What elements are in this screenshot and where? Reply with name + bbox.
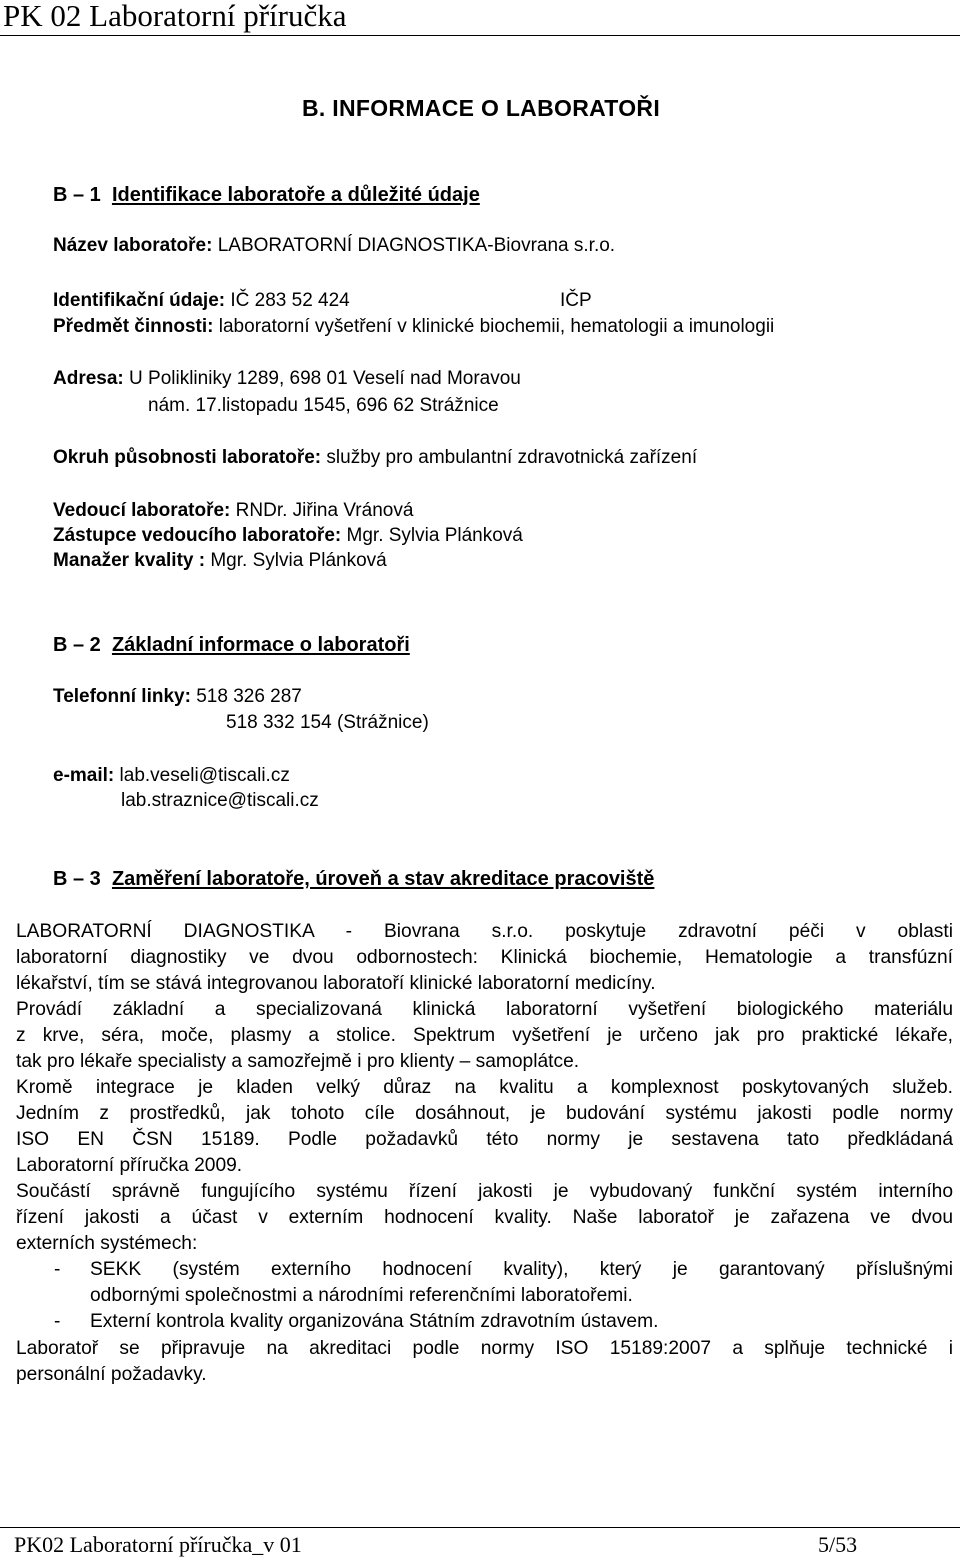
quality-label: Manažer kvality : <box>53 550 206 571</box>
b3-line-3: lékařství, tím se stává integrovanou laboratoří klinické laboratorní medicíny. <box>16 973 656 994</box>
b3-line-10: Laboratorní příručka 2009. <box>16 1155 243 1176</box>
bullet-1-line-1: SEKK (systém externího hodnocení kvality), který je garantovaný příslušnými <box>90 1259 953 1280</box>
lab-name-row <box>53 235 615 257</box>
b3-line-8: Jedním z prostředků, jak tohoto cíle dosáhnout, je budování systému jakosti podle normy <box>16 1103 953 1124</box>
lab-name-value: LABORATORNÍ DIAGNOSTIKA-Biovrana s.r.o. <box>217 235 616 256</box>
b2-heading-text: Základní informace o laboratoři <box>111 634 410 656</box>
phone-1: 518 326 287 <box>196 686 302 707</box>
phone-label: Telefonní linky: <box>53 686 191 707</box>
address-line-1: U Polikliniky 1289, 698 01 Veselí nad Moravou <box>129 368 521 389</box>
phone-row <box>53 686 302 708</box>
b3-line-2: laboratorní diagnostiky ve dvou odbornostech: Klinická biochemie, Hematologie a transfúzní <box>16 947 953 968</box>
scope-label: Okruh působnosti laboratoře: <box>53 447 322 468</box>
b1-heading-number: B – 1 <box>53 184 101 206</box>
b3-line-1: LABORATORNÍ DIAGNOSTIKA - Biovrana s.r.o. poskytuje zdravotní péči v oblasti <box>16 921 953 942</box>
address-row <box>53 368 521 390</box>
closing-line-2: personální požadavky. <box>16 1364 207 1385</box>
subject-label: Předmět činnosti: <box>53 316 214 337</box>
header-title: PK 02 Laboratorní příručka <box>3 0 347 33</box>
footer-page-number: 5/53 <box>818 1532 858 1557</box>
address-line-2: nám. 17.listopadu 1545, 696 62 Strážnice <box>148 395 499 416</box>
b3-line-4: Provádí základní a specializovaná klinická laboratorní vyšetření biologického materiálu <box>16 999 953 1020</box>
email-2: lab.straznice@tiscali.cz <box>121 790 319 811</box>
deputy-label: Zástupce vedoucího laboratoře: <box>53 525 342 546</box>
bullet-1-line-2: odbornými společnostmi a národními referenčními laboratořemi. <box>90 1285 633 1306</box>
closing-line-1: Laboratoř se připravuje na akreditaci podle normy ISO 15189:2007 a splňuje technické i <box>16 1338 953 1359</box>
page-header <box>0 0 960 36</box>
b3-line-13: externích systémech: <box>16 1233 198 1254</box>
b3-line-7: Kromě integrace je kladen velký důraz na kvalitu a komplexnost poskytovaných služeb. <box>16 1077 953 1098</box>
section-title: B. INFORMACE O LABORATOŘI <box>302 95 661 121</box>
subject-value: laboratorní vyšetření v klinické biochemii, hematologii a imunologii <box>218 316 775 337</box>
bullet-2-mark: - <box>54 1311 61 1332</box>
b3-line-12: řízení jakosti a účast v externím hodnocení kvality. Naše laboratoř je zařazena ve dvou <box>16 1207 953 1228</box>
deputy-value: Mgr. Sylvia Plánková <box>346 525 523 546</box>
email-label: e-mail: <box>53 765 115 786</box>
quality-row <box>53 550 387 572</box>
icp-label: IČP <box>560 290 592 311</box>
footer-document-name: PK02 Laboratorní příručka_v 01 <box>14 1532 302 1557</box>
b2-heading <box>53 634 410 656</box>
id-row <box>53 290 350 312</box>
head-label: Vedoucí laboratoře: <box>53 500 231 521</box>
head-row <box>53 500 413 522</box>
scope-value: služby pro ambulantní zdravotnická zařízení <box>326 447 698 468</box>
b3-line-6: tak pro lékaře specialisty a samozřejmě i pro klienty – samoplátce. <box>16 1051 580 1072</box>
bullet-2-text: Externí kontrola kvality organizována Státním zdravotním ústavem. <box>90 1311 659 1332</box>
b1-heading <box>53 184 480 206</box>
b3-heading-number: B – 3 <box>53 868 101 890</box>
page-footer <box>0 1527 960 1560</box>
bullet-1-mark: - <box>54 1259 61 1280</box>
phone-2: 518 332 154 (Strážnice) <box>226 712 429 733</box>
b2-heading-number: B – 2 <box>53 634 101 656</box>
scope-row <box>53 447 697 469</box>
email-row <box>53 765 290 787</box>
quality-value: Mgr. Sylvia Plánková <box>210 550 387 571</box>
id-value: IČ 283 52 424 <box>230 290 350 311</box>
subject-row <box>53 316 774 338</box>
email-1: lab.veseli@tiscali.cz <box>119 765 290 786</box>
lab-name-label: Název laboratoře: <box>53 235 213 256</box>
b3-heading-text: Zaměření laboratoře, úroveň a stav akreditace pracoviště <box>111 868 655 890</box>
b3-heading <box>53 868 654 890</box>
id-label: Identifikační údaje: <box>53 290 226 311</box>
address-label: Adresa: <box>53 368 124 389</box>
b3-line-5: z krve, séra, moče, plasmy a stolice. Spektrum vyšetření je určeno jak pro praktické lékaře, <box>16 1025 953 1046</box>
deputy-row <box>53 525 523 547</box>
b3-line-11: Součástí správně fungujícího systému řízení jakosti je vybudovaný funkční systém interního <box>16 1181 953 1202</box>
b1-heading-text: Identifikace laboratoře a důležité údaje <box>111 184 480 206</box>
head-value: RNDr. Jiřina Vránová <box>235 500 414 521</box>
b3-line-9: ISO EN ČSN 15189. Podle požadavků této normy je sestavena tato předkládaná <box>16 1129 953 1150</box>
